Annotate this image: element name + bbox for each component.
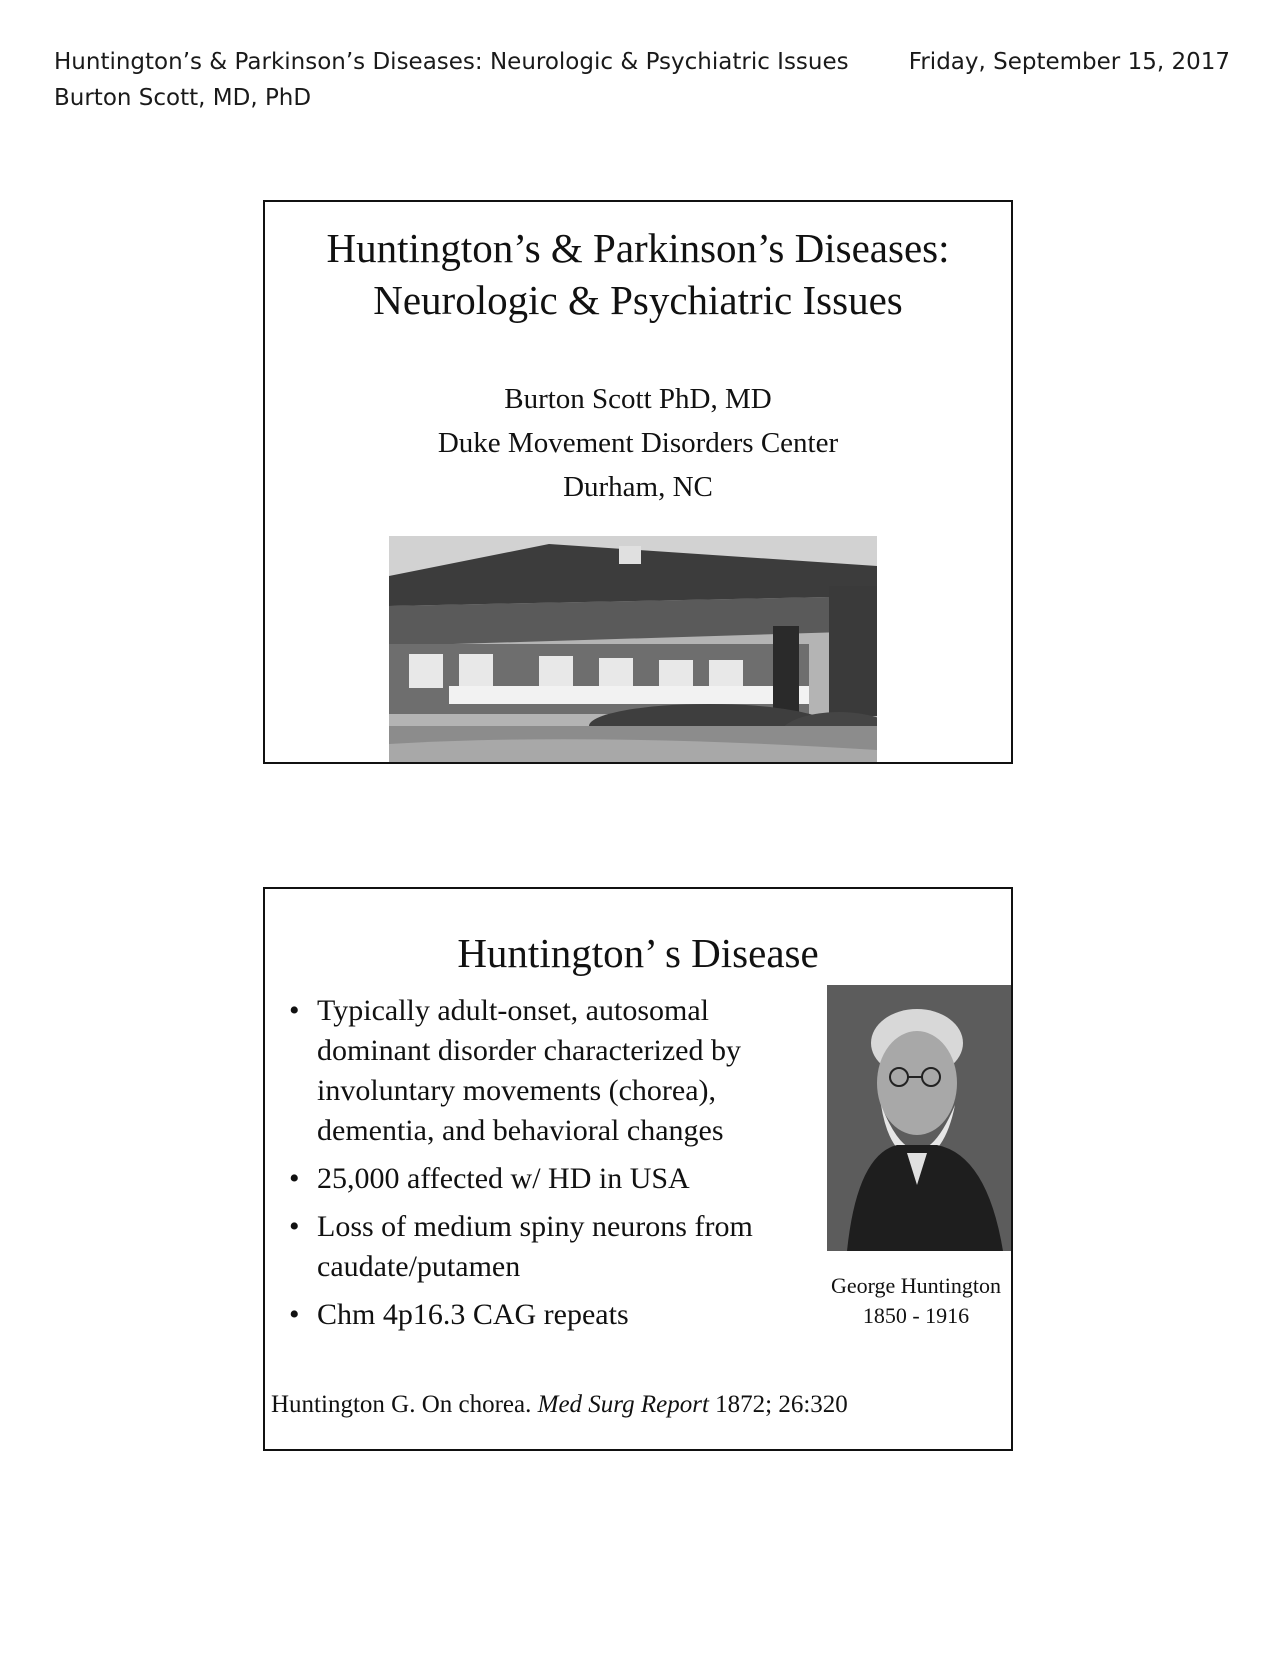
slide1-title [265,222,1011,326]
portrait-caption [811,1271,1013,1331]
slide1-title-line1: Huntington’s & Parkinson’s Diseases: [326,225,950,271]
slide2-title: Huntington’ s Disease [457,930,819,976]
bullet-item [289,1159,809,1199]
slide1-title-line2: Neurologic & Psychiatric Issues [373,277,903,323]
bullet-item [289,1207,809,1287]
citation-pre: Huntington G. On chorea. [271,1391,532,1418]
portrait-photo [827,985,1013,1251]
caption-name: George Huntington [830,1273,1002,1298]
building-photo [389,536,877,764]
bullet-glyph: • [289,1298,300,1331]
bullet-list [289,991,809,1343]
slide-huntingtons-disease [263,887,1013,1451]
bullet-glyph: • [289,1210,300,1243]
slide1-author-block [265,377,1011,509]
bullet-text: 25,000 affected w/ HD in USA [317,1162,690,1195]
citation [271,1389,848,1421]
header-doc-title: Huntington’s & Parkinson’s Diseases: Neurologic & Psychiatric Issues [54,49,849,75]
page-header [54,44,1230,116]
bullet-glyph: • [289,1162,300,1195]
header-row-1 [54,44,1230,80]
caption-years: 1850 - 1916 [862,1303,970,1328]
bullet-text: Loss of medium spiny neurons from caudate/putamen [317,1210,753,1283]
building-photo-image [389,536,877,764]
bullet-item [289,991,809,1151]
header-author: Burton Scott, MD, PhD [54,85,312,111]
portrait-image [827,985,1013,1251]
presenter-name: Burton Scott PhD, MD [504,383,772,415]
header-row-2 [54,80,1230,116]
header-date: Friday, September 15, 2017 [908,49,1230,75]
slide-title [263,200,1013,764]
bullet-text: Chm 4p16.3 CAG repeats [317,1298,629,1331]
citation-post: 1872; 26:320 [715,1391,848,1418]
location: Durham, NC [563,471,713,503]
citation-journal: Med Surg Report [537,1391,709,1418]
bullet-text: Typically adult-onset, autosomal dominant disorder characterized by involuntary movements (chorea), dementia, and behavioral changes [317,994,741,1147]
bullet-item [289,1295,809,1335]
bullet-glyph: • [289,994,300,1027]
institution-name: Duke Movement Disorders Center [437,427,839,459]
